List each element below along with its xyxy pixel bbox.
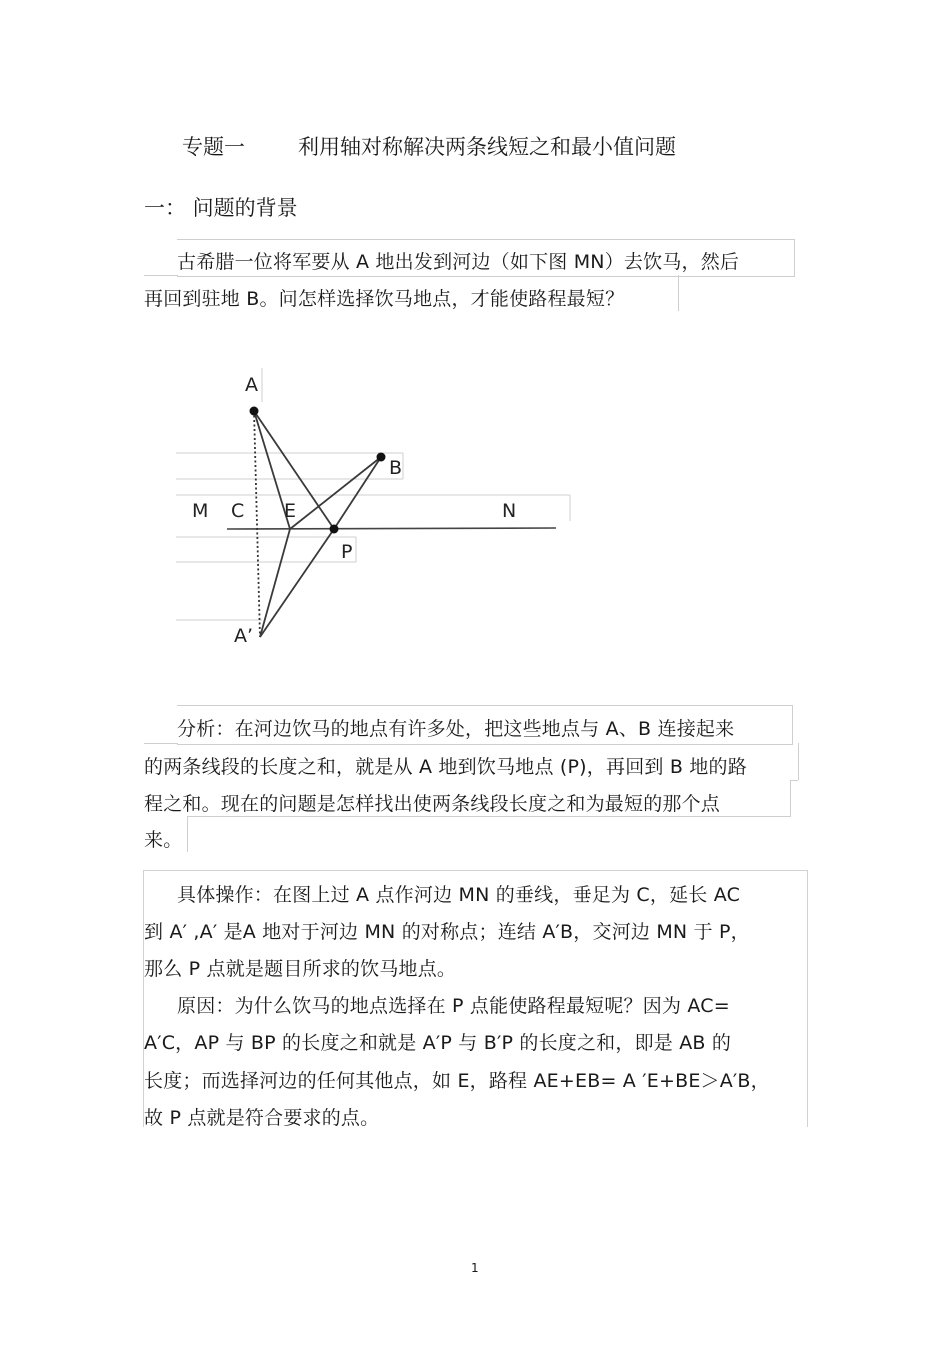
label-a: A: [245, 374, 258, 396]
segment-a-prime-p: [260, 529, 334, 637]
label-b: B: [389, 457, 403, 479]
reason-line-4: 故 P 点就是符合要求的点。: [144, 1107, 380, 1129]
page-title-main: 专题一: [182, 135, 245, 159]
section-heading: 一： 问题的背景: [144, 196, 298, 220]
operation-line-1: 具体操作：在图上过 A 点作河边 MN 的垂线，垂足为 C，延长 AC: [177, 884, 741, 906]
point-a: [250, 407, 259, 416]
point-b: [377, 453, 386, 462]
operation-line-2: 到 A′ ,A′ 是A 地对于河边 MN 的对称点；连结 A′B，交河边 MN 于 P，: [144, 921, 750, 943]
segments: [254, 411, 381, 637]
analysis-line-3: 程之和。现在的问题是怎样找出使两条线段长度之和为最短的那个点: [144, 793, 721, 815]
label-a-prime: A’: [234, 625, 254, 647]
reason-line-3: 长度；而选择河边的任何其他点，如 E，路程 AE+EB= A ′E+BE＞A′B，: [144, 1070, 770, 1092]
page-number: 1: [471, 1261, 479, 1275]
reason-line-1: 原因：为什么饮马的地点选择在 P 点能使路程最短呢？因为 AC=: [177, 995, 730, 1017]
segment-pb: [334, 457, 381, 529]
label-n: N: [502, 500, 517, 522]
label-c: C: [231, 500, 245, 522]
segment-a-prime-e: [260, 529, 290, 637]
label-e: E: [284, 500, 297, 522]
geometry-figure: [170, 360, 590, 660]
analysis-line-2: 的两条线段的长度之和，就是从 A 地到饮马地点 (P)，再回到 B 地的路: [144, 756, 747, 778]
label-m: M: [192, 500, 209, 522]
page-title: 利用轴对称解决两条线短之和最小值问题: [298, 135, 676, 159]
point-p: [330, 525, 339, 534]
river-line-mn: [227, 528, 556, 529]
label-p: P: [341, 541, 353, 563]
perpendicular-line: [254, 411, 260, 637]
background-line-2: 再回到驻地 B。问怎样选择饮马地点，才能使路程最短？: [144, 288, 625, 310]
analysis-line-4: 来。: [144, 829, 183, 851]
reason-line-2: A′C，AP 与 BP 的长度之和就是 A′P 与 B′P 的长度之和，即是 AB 的: [144, 1032, 732, 1054]
operation-line-3: 那么 P 点就是题目所求的饮马地点。: [144, 958, 457, 980]
segment-eb: [290, 457, 381, 529]
analysis-line-1: 分析：在河边饮马的地点有许多处，把这些地点与 A、B 连接起来: [177, 718, 735, 740]
figure-frames: [176, 368, 570, 620]
background-line-1: 古希腊一位将军要从 A 地出发到河边（如下图 MN）去饮马，然后: [177, 251, 740, 273]
